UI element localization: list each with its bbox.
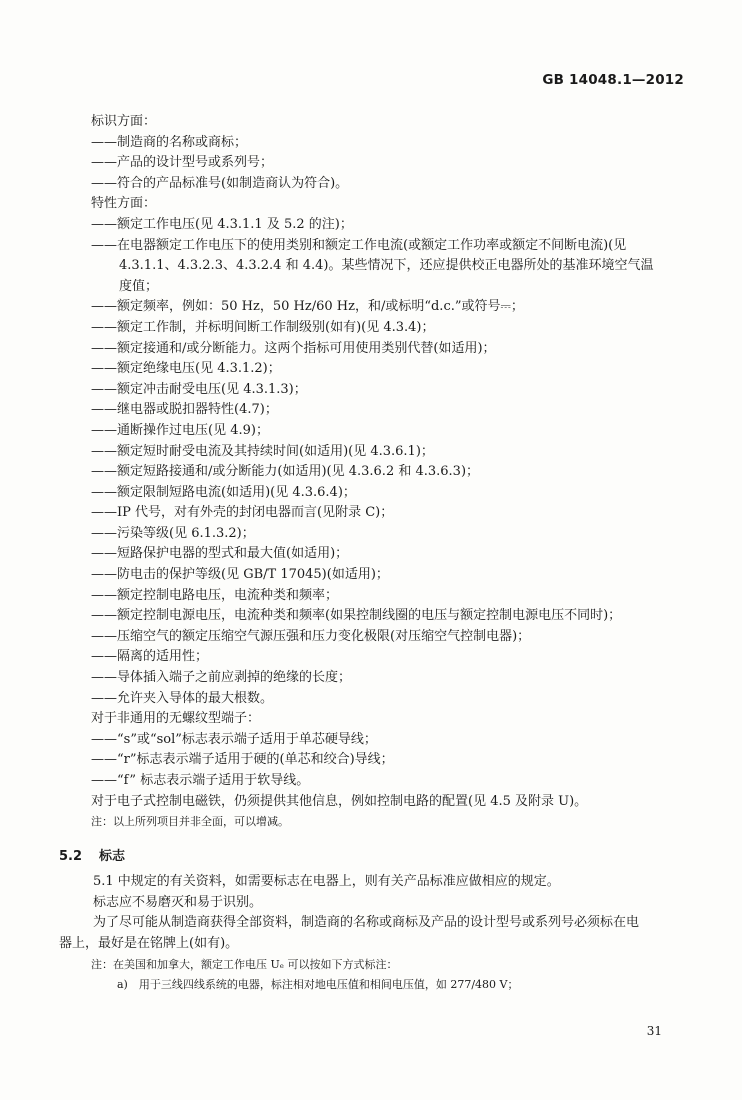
screwless-title: 对于非通用的无螺纹型端子： — [91, 711, 261, 727]
list-item: ——额定控制电路电压，电流种类和频率； — [91, 587, 339, 603]
list-item: ——额定限制短路电流(如适用)(见 4.3.6.4)； — [91, 484, 356, 500]
list-item: ——额定频率，例如：50 Hz，50 Hz/60 Hz，和/或标明“d.c.”或符号⎓； — [91, 299, 524, 315]
standard-code: GB 14048.1—2012 — [542, 72, 684, 88]
list-item: ——额定短路接通和/或分断能力(如适用)(见 4.3.6.2 和 4.3.6.3)； — [91, 464, 480, 480]
list-item: ——“s”或“sol”标志表示端子适用于单芯硬导线； — [91, 731, 377, 747]
section-title: 标志 — [99, 849, 126, 865]
list-item-continuation: 度值； — [119, 278, 159, 294]
page-content — [0, 112, 742, 995]
list-item: ——短路保护电器的型式和最大值(如适用)； — [91, 546, 349, 562]
note-2-item-a: a) 用于三线四线系统的电器，标注相对地电压值和相间电压值，如 277/480 V； — [117, 977, 519, 991]
list-item: ——符合的产品标准号(如制造商认为符合)。 — [91, 175, 349, 191]
electronic-note: 对于电子式控制电磁铁，仍须提供其他信息，例如控制电路的配置(见 4.5 及附录 U)。 — [91, 793, 588, 809]
list-item: ——额定冲击耐受电压(见 4.3.1.3)； — [91, 381, 307, 397]
list-item: ——制造商的名称或商标； — [91, 134, 248, 150]
list-item: ——导体插入端子之前应剥掉的绝缘的长度； — [91, 670, 352, 686]
list-item: ——允许夹入导体的最大根数。 — [91, 690, 274, 706]
list-item: ——额定工作制，并标明间断工作制级别(如有)(见 4.3.4)； — [91, 319, 435, 335]
section-number: 5.2 — [59, 849, 83, 865]
list-item: ——产品的设计型号或系列号； — [91, 155, 274, 171]
list-item: ——IP 代号，对有外壳的封闭电器而言(见附录 C)； — [91, 505, 394, 521]
note-1: 注：以上所列项目并非全面，可以增减。 — [91, 815, 289, 829]
list-item: ——“f” 标志表示端子适用于软导线。 — [91, 773, 310, 788]
list-item: ——通断操作过电压(见 4.9)； — [91, 422, 269, 438]
list-item: ——额定接通和/或分断能力。这两个指标可用使用类别代替(如适用)； — [91, 340, 496, 356]
list-item: ——在电器额定工作电压下的使用类别和额定工作电流(或额定工作功率或额定不间断电流)(见 — [91, 237, 627, 253]
list-item: ——继电器或脱扣器特性(4.7)； — [91, 402, 278, 418]
list-item: ——污染等级(见 6.1.3.2)； — [91, 525, 255, 541]
list-item: ——隔离的适用性； — [91, 649, 209, 665]
list-item: ——额定绝缘电压(见 4.3.1.2)； — [91, 361, 281, 377]
section-heading-5-2 — [0, 846, 742, 868]
list-item: ——额定工作电压(见 4.3.1.1 及 5.2 的注)； — [91, 216, 353, 232]
note-2: 注：在美国和加拿大，额定工作电压 Uₑ 可以按如下方式标注： — [91, 957, 398, 971]
page-number: 31 — [646, 1024, 662, 1038]
list-item: ——压缩空气的额定压缩空气源压强和压力变化极限(对压缩空气控制电器)； — [91, 628, 531, 644]
list-item-continuation: 4.3.1.1、4.3.2.3、4.3.2.4 和 4.4)。某些情况下，还应提供校正电器所处的基准环境空气温 — [119, 258, 654, 274]
list-item: ——防电击的保护等级(见 GB/T 17045)(如适用)； — [91, 567, 389, 583]
paragraph: 标志应不易磨灭和易于识别。 — [93, 894, 263, 910]
characteristics-title: 特性方面： — [91, 196, 157, 212]
paragraph: 5.1 中规定的有关资料，如需要标志在电器上，则有关产品标准应做相应的规定。 — [93, 874, 560, 890]
paragraph-continuation: 器上，最好是在铭牌上(如有)。 — [59, 935, 239, 951]
list-item: ——“r”标志表示端子适用于硬的(单芯和绞合)导线； — [91, 752, 394, 768]
identification-title: 标识方面： — [91, 114, 157, 129]
paragraph: 为了尽可能从制造商获得全部资料，制造商的名称或商标及产品的设计型号或系列号必须标在电 — [93, 915, 640, 931]
list-item: ——额定短时耐受电流及其持续时间(如适用)(见 4.3.6.1)； — [91, 443, 434, 459]
list-item: ——额定控制电源电压，电流种类和频率(如果控制线圈的电压与额定控制电源电压不同时)； — [91, 608, 622, 624]
